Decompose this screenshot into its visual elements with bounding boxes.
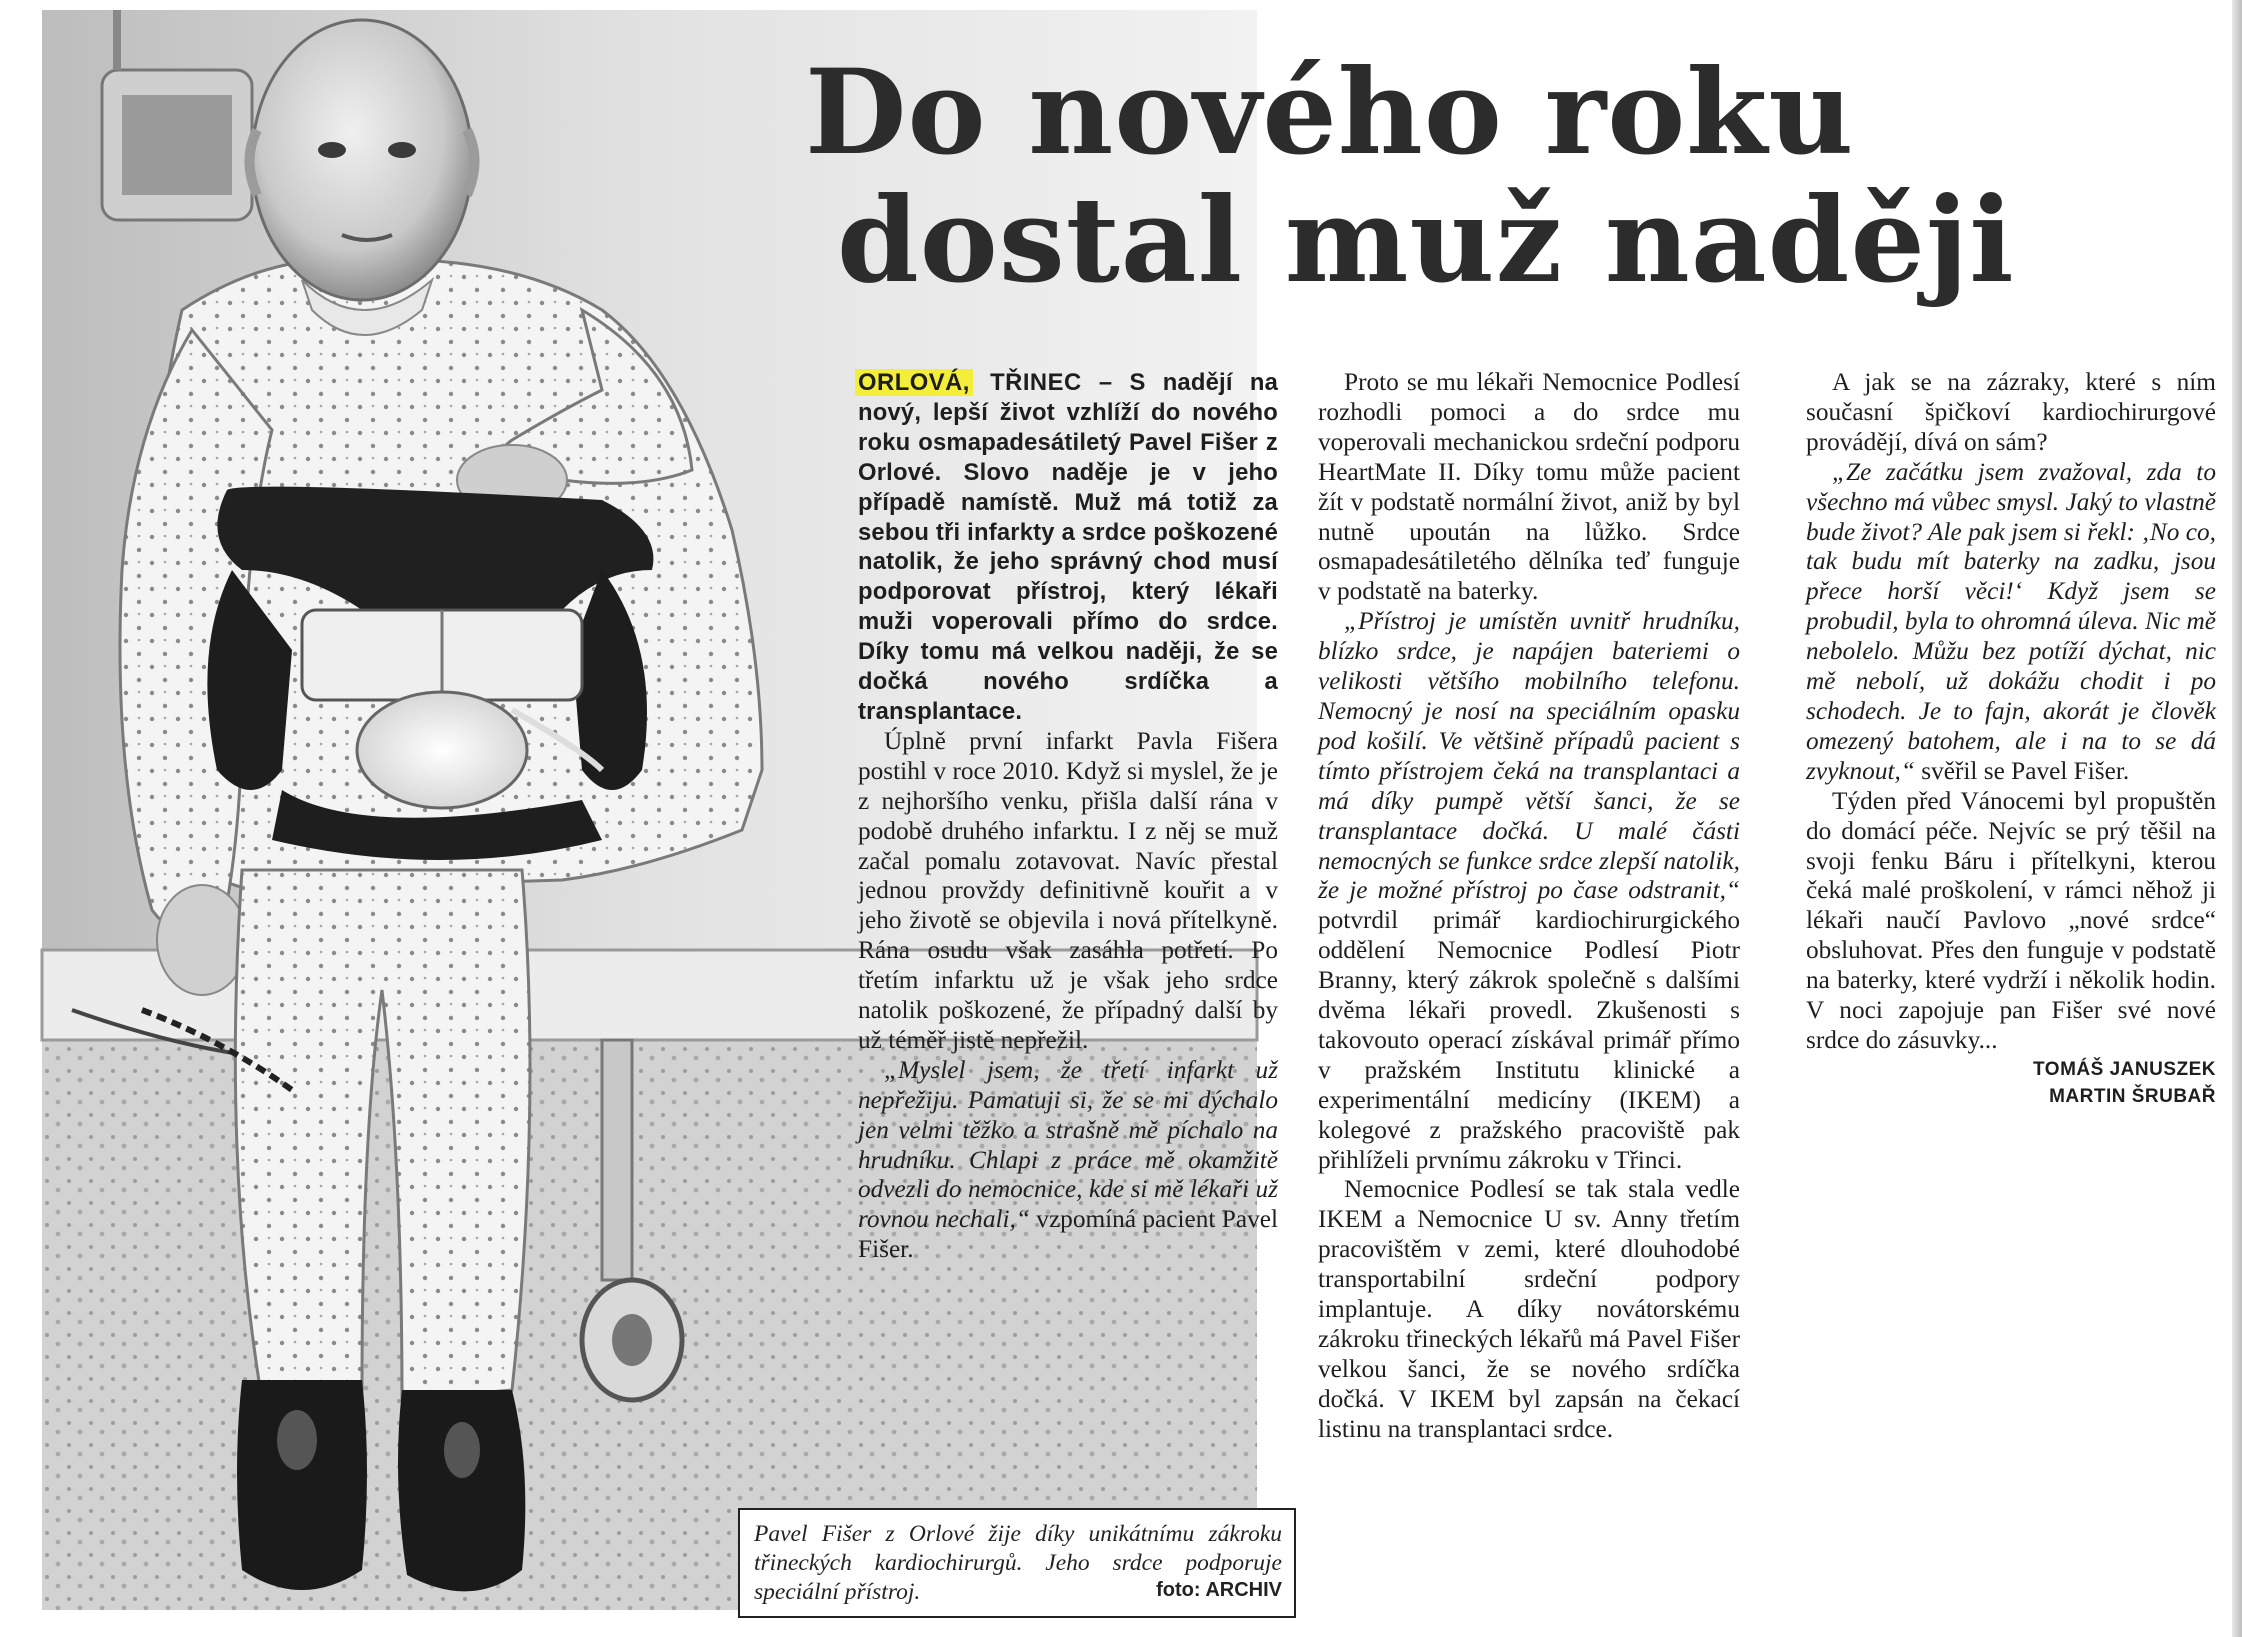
headline <box>805 43 2215 309</box>
paragraph-6: A jak se na zázraky, které s ním současní špičkoví kardiochirurgové provádějí, dívá on sám? <box>1806 368 2216 456</box>
paragraph-7 <box>1806 458 2216 787</box>
paragraph-5: Nemocnice Podlesí se tak stala vedle IKEM a Nemocnice U sv. Anny třetím pracovištěm v zemi, které dlouhodobé transportabilní srdeční podpory implantuje. A díky novátorskému zákroku třineckých lékařů má Pavel Fišer velkou šanci, že se nového srdíčka dočká. V IKEM byl zapsán na čekací listinu na transplantaci srdce. <box>1318 1175 1740 1443</box>
photo-credit: foto: ARCHIV <box>1156 1579 1282 1601</box>
article-column-1 <box>858 368 1278 1265</box>
headline-line-1: Do nového roku <box>805 43 1855 181</box>
paragraph-2 <box>858 1056 1278 1265</box>
article-lead <box>858 368 1278 727</box>
byline-author-2: MARTIN ŠRUBAŘ <box>2049 1085 2216 1107</box>
paragraph-4-rest: potvrdil primář kardiochirurgického oddělení Nemocnice Podlesí Piotr Branny, který zákrok společně s dalšími dvěma lékaři provedl. Zkušenosti s takovouto operací získával primář přímo v pražském Institutu klinické a experimentální medicíny (IKEM) a kolegové z pražského pracoviště pak přihlíželi prvnímu zákroku v Třinci. <box>1318 906 1740 1174</box>
lead-text: – S nadějí na nový, lepší život vzhlíží do nového roku osmapadesátiletý Pavel Fišer z Orlové. Slovo naděje je v jeho případě namístě. Muž má totiž za sebou tři infarkty a srdce poškozené natolik, že jeho správný chod musí podporovat přístroj, který lékaři muži voperovali přímo do srdce. Díky tomu má velkou naději, že se dočká nového srdíčka a transplantace. <box>858 369 1278 725</box>
dateline: TŘINEC <box>990 369 1082 396</box>
quote-3: „Ze začátku jsem zvažoval, zda to všechno má vůbec smysl. Jaký to vlastně bude život? Ale pak jsem si řekl: ‚No co, tak budu mít baterky na zadku, jsou přece horší věci!‘ Když jsem se probudil, byla to ohromná úleva. Nic mě nebolelo. Můžu bez potíží dýchat, nic mě nebolí, už dokážu chodit i po schodech. Je to fajn, akorát je člověk omezený batohem, ale i na to se dá zvyknout,“ <box>1806 457 2216 785</box>
paragraph-3: Proto se mu lékaři Nemocnice Podlesí rozhodli pomoci a do srdce mu voperovali mechanickou srdeční podporu HeartMate II. Díky tomu může pacient žít v podstatě normální život, aniž by byl nutně upoután na lůžko. Srdce osmapadesátiletého dělníka teď funguje v podstatě na baterky. <box>1318 368 1740 606</box>
article-column-3 <box>1806 368 2216 1110</box>
photo-caption-box <box>738 1508 1296 1618</box>
headline-line-2: dostal muž naději <box>837 171 2015 309</box>
scan-edge <box>2232 0 2242 1637</box>
paragraph-2-rest: vzpomíná pacient Pavel Fišer. <box>858 1205 1278 1264</box>
paragraph-8: Týden před Vánocemi byl propuštěn do domácí péče. Nejvíc se prý těšil na svoji fenku Báru i přítelkyni, kterou čeká malé proškolení, v rámci něhož ji lékaři naučí Pavlovo „nové srdce“ obsluhovat. Přes den funguje v podstatě na baterky, které vydrží i několik hodin. V noci zapojuje pan Fišer své nové srdce do zásuvky... <box>1806 786 2216 1054</box>
quote-1: „Myslel jsem, že třetí infarkt už nepřežiju. Pamatuji si, že se mi dýchalo jen velmi těžko a strašně mě píchalo na hrudníku. Chlapi z práce mě okamžitě odvezli do nemocnice, kde si mě lékaři už rovnou nechali,“ <box>858 1055 1278 1234</box>
quote-2: „Přístroj je umístěn uvnitř hrudníku, blízko srdce, je napájen bateriemi o velikosti většího mobilního telefonu. Nemocný je nosí na speciálním opasku pod košilí. Ve většině případů pacient s tímto přístrojem čeká na transplantaci a má díky pumpě větší šanci, že se transplantace dočká. U malé části nemocných se funkce srdce zlepší natolik, že je možné přístroj po čase odstranit,“ <box>1318 607 1740 905</box>
photo-caption: Pavel Fišer z Orlové žije díky unikátnímu zákroku třineckých kardiochirurgů. Jeho srdce podporuje speciální přístroj. <box>754 1521 1282 1605</box>
article-column-2 <box>1318 368 1740 1445</box>
dateline-highlighted: ORLOVÁ, <box>855 369 973 396</box>
paragraph-1: Úplně první infarkt Pavla Fišera postihl v roce 2010. Když si myslel, že je z nejhoršího venku, přišla další rána v podobě druhého infarktu. I z něj se muž začal pomalu zotavovat. Navíc přestal jednou provždy definitivně kouřit a v jeho životě se objevila i nová přítelkyně. Rána osudu však zasáhla potřetí. Po třetím infarktu už je však jeho srdce natolik poškozené, že případný další by už téměř jistě nepřežil. <box>858 726 1278 1054</box>
paragraph-7-rest: svěřil se Pavel Fišer. <box>1914 756 2130 785</box>
byline-author-1: TOMÁŠ JANUSZEK <box>2033 1058 2216 1080</box>
paragraph-4 <box>1318 607 1740 1175</box>
